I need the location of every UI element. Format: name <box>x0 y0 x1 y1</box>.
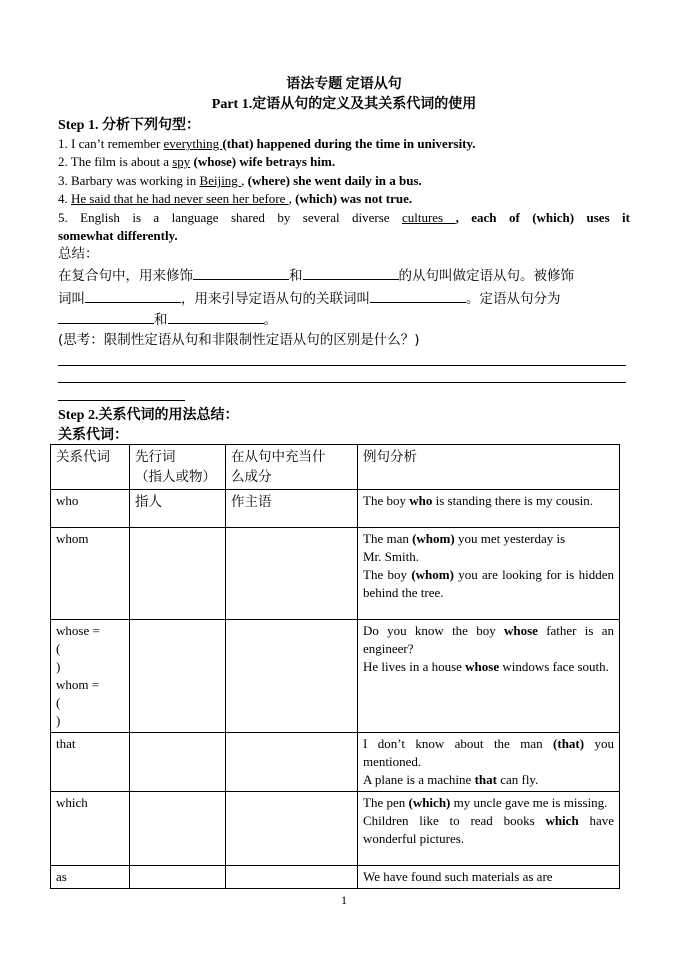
sentence-1-clause: (that) happened during the time in university. <box>222 136 476 151</box>
pronoun-as: as <box>51 866 130 889</box>
sentence-1-antecedent: everything <box>163 136 223 151</box>
sentence-2-start: 2. The film is about a <box>58 154 173 169</box>
sentence-4-comma: , <box>288 191 296 206</box>
sentence-1-start: 1. I can’t remember <box>58 136 164 151</box>
antecedent-which[interactable] <box>130 792 226 866</box>
summary-text: 。 <box>263 312 277 328</box>
role-that[interactable] <box>226 733 358 792</box>
example-whom <box>358 528 620 620</box>
summary-text: 的从句叫做定语从句。被修饰 <box>398 268 574 284</box>
summary-line-1 <box>58 264 633 288</box>
summary-label: 总结： <box>58 246 99 262</box>
sentence-4-start: 4. <box>58 191 71 206</box>
example-text: I don’t know about the man <box>363 736 554 751</box>
step2-heading: Step 2.关系代词的用法总结： <box>58 408 239 423</box>
sentence-5-continued: somewhat differently. <box>58 228 178 243</box>
fill-blank[interactable] <box>303 265 399 280</box>
sentence-5-clause: , each of (which) uses it <box>455 210 630 225</box>
example-whose <box>358 620 620 733</box>
example-pronoun: (which) <box>408 795 451 810</box>
header-antecedent <box>130 445 226 490</box>
role-as[interactable] <box>226 866 358 889</box>
example-pronoun: (whom) <box>412 531 455 546</box>
sentence-2-clause: (whose) wife betrays him. <box>190 154 336 169</box>
sentence-3-start: 3. Barbary was working in <box>58 173 200 188</box>
example-pronoun: who <box>409 493 433 508</box>
role-whom[interactable] <box>226 528 358 620</box>
relative-pronoun-table <box>50 444 620 889</box>
example-text: The man <box>363 531 413 546</box>
example-pronoun: which <box>545 813 579 828</box>
sentence-2 <box>58 153 630 171</box>
pronoun-which: which <box>51 792 130 866</box>
table-header-row <box>51 445 620 490</box>
answer-line[interactable] <box>58 382 626 383</box>
example-pronoun: (that) <box>553 736 585 751</box>
fill-blank[interactable] <box>85 288 181 303</box>
antecedent-whom[interactable] <box>130 528 226 620</box>
sentence-3-antecedent: Beijing <box>199 173 242 188</box>
example-text: The boy <box>363 493 410 508</box>
summary-text: 。定语从句分为 <box>466 291 561 307</box>
summary-text: 和 <box>154 312 168 328</box>
sentence-3 <box>58 172 630 190</box>
example-pronoun: whose <box>503 623 538 638</box>
header-role-line1: 在从句中充当什 <box>231 449 326 465</box>
example-text: you mentioned. <box>363 736 615 769</box>
sentence-3-clause: (where) she went daily in a bus. <box>247 173 422 188</box>
role-which[interactable] <box>226 792 358 866</box>
answer-line[interactable] <box>58 365 626 366</box>
example-text: my uncle gave me is missing. <box>450 795 608 810</box>
fill-blank[interactable] <box>58 309 154 324</box>
example-text: you met yesterday is <box>454 531 566 546</box>
fill-blank[interactable] <box>193 265 289 280</box>
example-text: you are looking for is hidden behind the tree. <box>363 567 614 600</box>
example-pronoun: that <box>474 772 497 787</box>
table-row <box>51 528 620 620</box>
example-text: windows face south. <box>499 659 609 674</box>
table-row <box>51 620 620 733</box>
example-text: Do you know the boy <box>363 623 504 638</box>
sentence-1 <box>58 135 630 153</box>
example-that <box>358 733 620 792</box>
sentence-4-clause: (which) was not true. <box>295 191 413 206</box>
header-antecedent-line1: 先行词 <box>135 449 176 465</box>
table-row <box>51 490 620 528</box>
sentence-3-comma: , <box>241 173 248 188</box>
example-text: A plane is a machine <box>363 772 475 787</box>
example-text: is standing there is my cousin. <box>432 493 594 508</box>
page-number: 1 <box>341 893 347 907</box>
summary-text: 和 <box>289 268 303 284</box>
sentence-5 <box>58 209 630 227</box>
antecedent-who: 指人 <box>130 490 226 528</box>
example-text: have wonderful pictures. <box>363 813 614 846</box>
example-as: We have found such materials as are <box>358 866 620 889</box>
header-example: 例句分析 <box>358 445 620 490</box>
paren-close: ) <box>56 713 61 728</box>
example-text: can fly. <box>496 772 539 787</box>
antecedent-as[interactable] <box>130 866 226 889</box>
sentence-4-antecedent: He said that he had never seen her before <box>71 191 289 206</box>
example-text: father is an engineer? <box>363 623 614 656</box>
example-text: The pen <box>363 795 409 810</box>
paren-open: ( <box>56 695 61 710</box>
sentence-4 <box>58 190 630 208</box>
pronoun-whom: whom <box>51 528 130 620</box>
example-text: Mr. Smith. <box>363 549 419 564</box>
sentence-2-antecedent: spy <box>172 154 191 169</box>
example-which <box>358 792 620 866</box>
antecedent-that[interactable] <box>130 733 226 792</box>
role-whose[interactable] <box>226 620 358 733</box>
summary-text: ，用来引导定语从句的关联词叫 <box>181 291 370 307</box>
summary-text: 词叫 <box>58 291 85 307</box>
header-antecedent-line2: （指人或物） <box>135 469 216 485</box>
think-question: (思考：限制性定语从句和非限制性定语从句的区别是什么？) <box>58 332 420 348</box>
role-who: 作主语 <box>226 490 358 528</box>
sentence-5-start: 5. English is a language shared by several diverse <box>58 210 402 225</box>
fill-blank[interactable] <box>168 309 264 324</box>
table-row <box>51 866 620 889</box>
answer-line[interactable] <box>58 400 185 401</box>
pronoun-that: that <box>51 733 130 792</box>
table-row <box>51 792 620 866</box>
pronoun-who: who <box>51 490 130 528</box>
pronoun-whom-label: whom = <box>56 677 100 692</box>
example-text: Children like to read books <box>363 813 546 828</box>
example-text: He lives in a house <box>363 659 466 674</box>
document-title: 语法专题 定语从句 <box>286 77 402 92</box>
paren-open: ( <box>56 641 61 656</box>
fill-blank[interactable] <box>370 288 466 303</box>
example-who <box>358 490 620 528</box>
pronoun-whose-label: whose = <box>56 623 100 638</box>
sentence-5-antecedent: cultures <box>401 210 456 225</box>
step1-heading: Step 1. 分析下列句型： <box>58 118 200 133</box>
example-pronoun: whose <box>465 659 500 674</box>
document-subtitle: Part 1.定语从句的定义及其关系代词的使用 <box>211 97 477 112</box>
example-text: The boy <box>363 567 412 582</box>
table-row <box>51 733 620 792</box>
summary-text: 在复合句中，用来修饰 <box>58 268 193 284</box>
header-relative-pronoun: 关系代词 <box>51 445 130 490</box>
header-role-line2: 么成分 <box>231 469 272 485</box>
antecedent-whose[interactable] <box>130 620 226 733</box>
paren-close: ) <box>56 659 61 674</box>
example-pronoun: (whom) <box>411 567 454 582</box>
pronoun-whose <box>51 620 130 733</box>
header-clause-role <box>226 445 358 490</box>
step2-subheading: 关系代词： <box>58 428 128 443</box>
